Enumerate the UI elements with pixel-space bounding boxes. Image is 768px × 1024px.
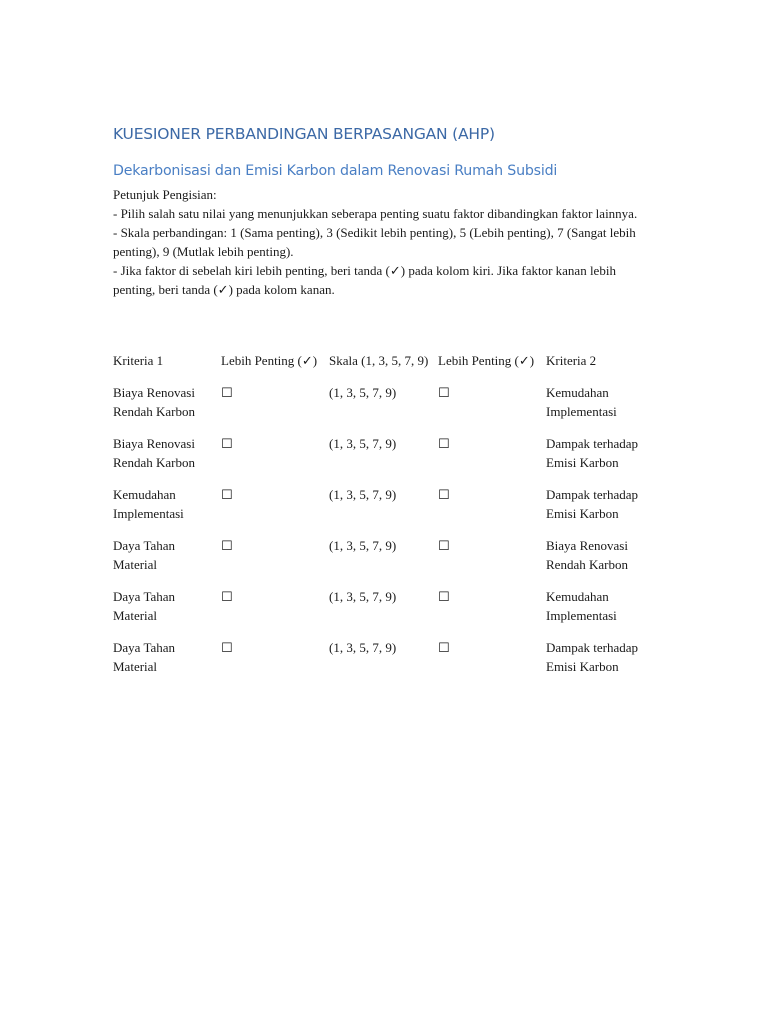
header-lebih-penting-left: Lebih Penting (✓)	[221, 353, 318, 368]
checkbox-left[interactable]: ☐	[221, 436, 233, 452]
table-row	[113, 485, 653, 536]
comparison-table	[113, 351, 653, 689]
checkbox-right[interactable]: ☐	[438, 385, 450, 401]
table-row	[113, 383, 653, 434]
skala-cell: (1, 3, 5, 7, 9)	[329, 435, 397, 451]
header-skala: Skala (1, 3, 5, 7, 9)	[329, 353, 429, 368]
document-subtitle: Dekarbonisasi dan Emisi Karbon dalam Renovasi Rumah Subsidi	[113, 163, 558, 179]
skala-cell: (1, 3, 5, 7, 9)	[329, 537, 397, 553]
checkbox-left[interactable]: ☐	[221, 640, 233, 656]
kriteria-1-cell: Kemudahan Implementasi	[113, 486, 184, 521]
header-kriteria-2: Kriteria 2	[546, 353, 597, 368]
kriteria-2-cell: Biaya Renovasi Rendah Karbon	[546, 537, 628, 572]
kriteria-1-cell: Daya Tahan Material	[113, 537, 176, 572]
instruction-item: - Skala perbandingan: 1 (Sama penting), 3 (Sedikit lebih penting), 5 (Lebih penting), 7 (Sangat lebih penting), 9 (Mutlak lebih penting).	[113, 225, 636, 259]
kriteria-1-cell: Biaya Renovasi Rendah Karbon	[113, 384, 195, 419]
skala-cell: (1, 3, 5, 7, 9)	[329, 486, 397, 502]
kriteria-2-cell: Dampak terhadap Emisi Karbon	[546, 435, 639, 470]
table-row	[113, 536, 653, 587]
table-header-row	[113, 351, 653, 383]
kriteria-2-cell: Kemudahan Implementasi	[546, 384, 617, 419]
instruction-item: - Pilih salah satu nilai yang menunjukkan seberapa penting suatu faktor dibandingkan faktor lainnya.	[113, 206, 638, 221]
checkbox-right[interactable]: ☐	[438, 436, 450, 452]
checkbox-right[interactable]: ☐	[438, 640, 450, 656]
table-row	[113, 434, 653, 485]
kriteria-1-cell: Biaya Renovasi Rendah Karbon	[113, 435, 195, 470]
checkbox-right[interactable]: ☐	[438, 487, 450, 503]
instructions	[113, 185, 653, 299]
table-row	[113, 587, 653, 638]
instruction-item: - Jika faktor di sebelah kiri lebih penting, beri tanda (✓) pada kolom kiri. Jika faktor kanan lebih penting, beri tanda (✓) pada kolom kanan.	[113, 263, 616, 297]
kriteria-1-cell: Daya Tahan Material	[113, 588, 176, 623]
header-kriteria-1: Kriteria 1	[113, 353, 164, 368]
checkbox-right[interactable]: ☐	[438, 589, 450, 605]
checkbox-left[interactable]: ☐	[221, 589, 233, 605]
document-title: KUESIONER PERBANDINGAN BERPASANGAN (AHP)	[113, 125, 495, 143]
kriteria-1-cell: Daya Tahan Material	[113, 639, 176, 674]
skala-cell: (1, 3, 5, 7, 9)	[329, 384, 397, 400]
kriteria-2-cell: Dampak terhadap Emisi Karbon	[546, 639, 639, 674]
checkbox-right[interactable]: ☐	[438, 538, 450, 554]
header-lebih-penting-right: Lebih Penting (✓)	[438, 353, 535, 368]
kriteria-2-cell: Dampak terhadap Emisi Karbon	[546, 486, 639, 521]
skala-cell: (1, 3, 5, 7, 9)	[329, 639, 397, 655]
checkbox-left[interactable]: ☐	[221, 385, 233, 401]
checkbox-left[interactable]: ☐	[221, 538, 233, 554]
instructions-heading: Petunjuk Pengisian:	[113, 187, 217, 202]
table-row	[113, 638, 653, 689]
checkbox-left[interactable]: ☐	[221, 487, 233, 503]
kriteria-2-cell: Kemudahan Implementasi	[546, 588, 617, 623]
skala-cell: (1, 3, 5, 7, 9)	[329, 588, 397, 604]
